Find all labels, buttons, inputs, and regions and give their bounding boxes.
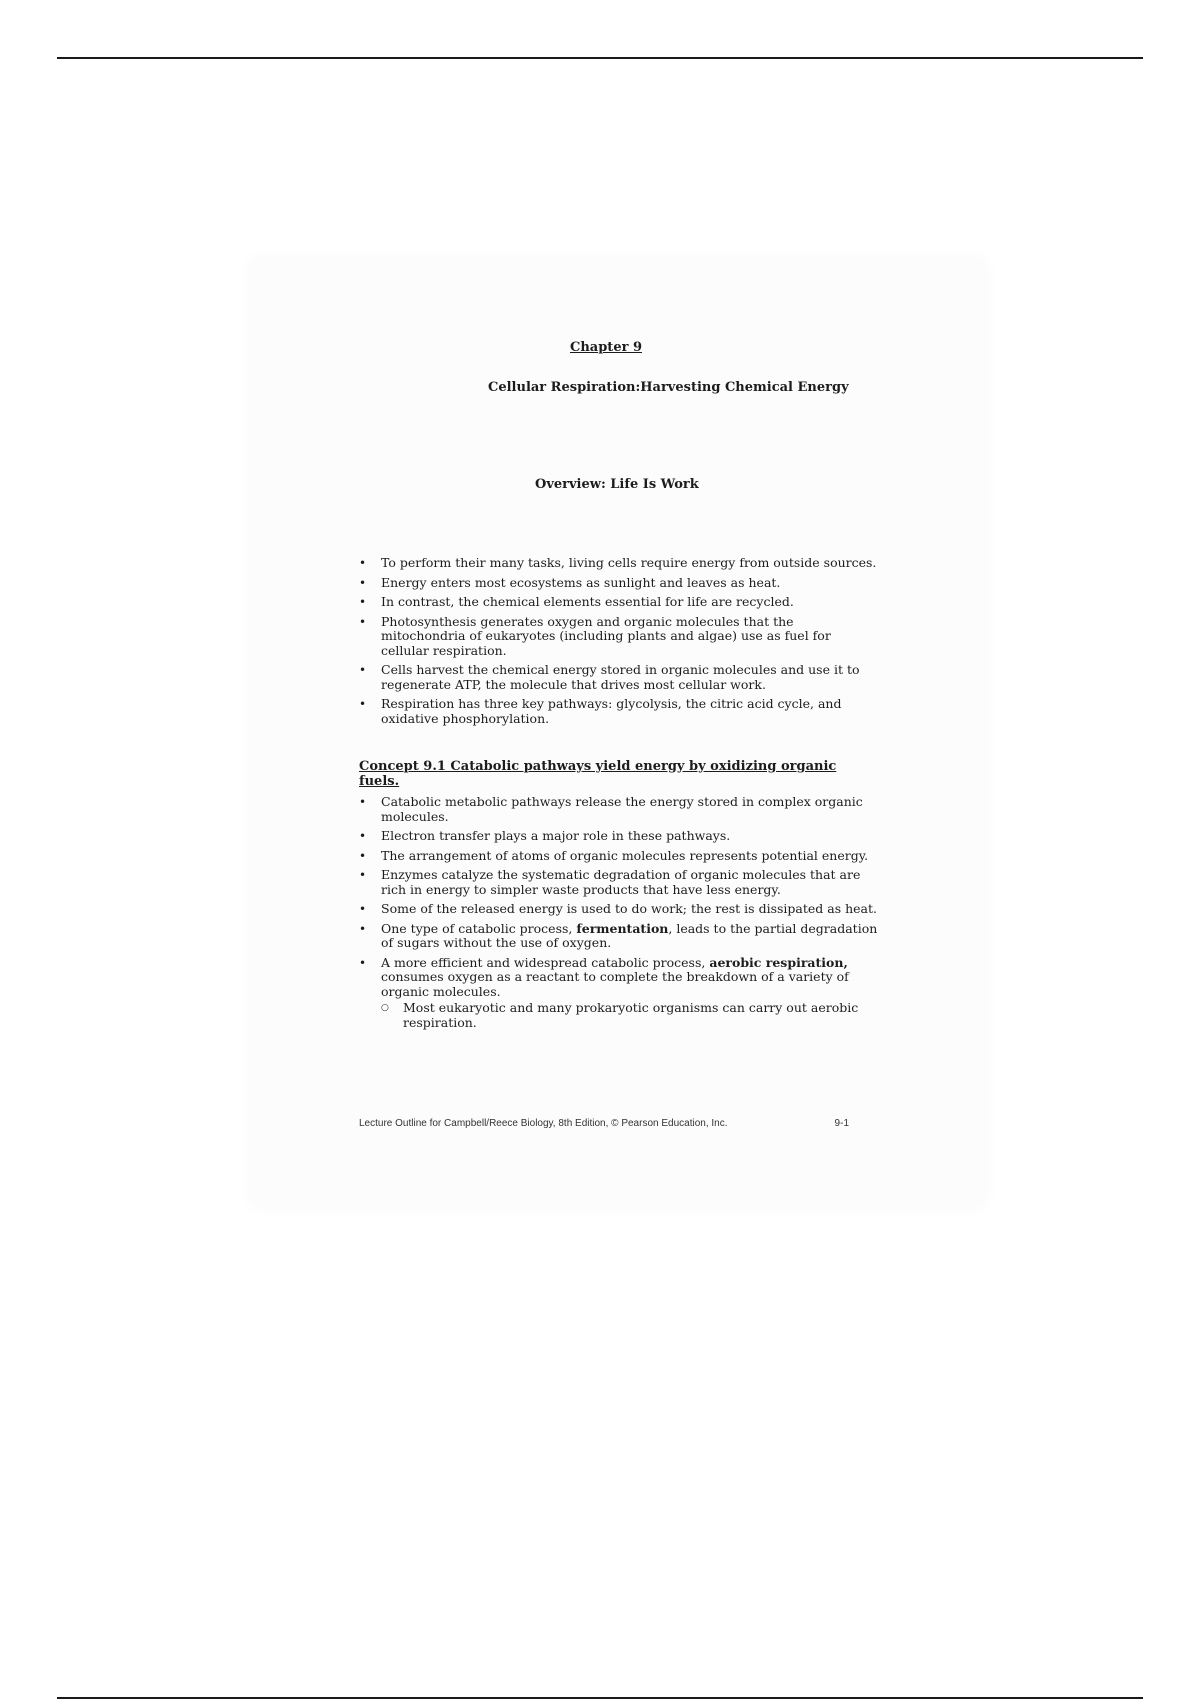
footer-text: Lecture Outline for Campbell/Reece Biology, 8th Edition, © Pearson Education, Inc.: [359, 1118, 728, 1129]
chapter-title: Chapter 9: [570, 340, 643, 355]
list-item: • Enzymes catalyze the systematic degradation of organic molecules that are rich in energy to simpler waste products that have less energy.: [359, 868, 879, 897]
sub-list-item: ○ Most eukaryotic and many prokaryotic organisms can carry out aerobic respiration.: [381, 1001, 879, 1030]
list-item: • Energy enters most ecosystems as sunlight and leaves as heat.: [359, 576, 879, 591]
concept-heading: Concept 9.1 Catabolic pathways yield energy by oxidizing organic fuels.: [359, 759, 837, 789]
chapter-subtitle: Cellular Respiration:Harvesting Chemical Energy: [488, 380, 849, 395]
fermentation-text-before: One type of catabolic process,: [381, 920, 577, 936]
fermentation-term: fermentation: [576, 920, 669, 936]
list-item: • In contrast, the chemical elements essential for life are recycled.: [359, 595, 879, 610]
list-item-fermentation: [359, 922, 879, 951]
list-item-aerobic: [359, 956, 879, 1031]
list-item: • Photosynthesis generates oxygen and organic molecules that the mitochondria of eukaryotes (including plants and algae) use as fuel for cellular respiration.: [359, 615, 879, 659]
overview-heading: Overview: Life Is Work: [535, 477, 699, 492]
top-rule: [57, 57, 1143, 59]
aerobic-text-after: consumes oxygen as a reactant to complete the breakdown of a variety of organic molecules.: [381, 969, 849, 999]
list-item: • Some of the released energy is used to do work; the rest is dissipated as heat.: [359, 902, 879, 917]
aerobic-text-before: A more efficient and widespread catabolic process,: [381, 954, 710, 970]
bottom-rule: [57, 1697, 1143, 1699]
concept-section: [359, 795, 879, 1035]
list-item: • Cells harvest the chemical energy stored in organic molecules and use it to regenerate ATP, the molecule that drives most cellular work.: [359, 663, 879, 692]
overview-section: [359, 556, 879, 731]
overview-bullet-list: [359, 556, 879, 726]
list-item: • Respiration has three key pathways: glycolysis, the citric acid cycle, and oxidative phosphorylation.: [359, 697, 879, 726]
page-number: 9-1: [834, 1118, 849, 1129]
list-item: • To perform their many tasks, living cells require energy from outside sources.: [359, 556, 879, 571]
list-item: • Electron transfer plays a major role in these pathways.: [359, 829, 879, 844]
aerobic-sub-list: [381, 1001, 879, 1030]
concept-bullet-list: [359, 795, 879, 1030]
scanned-page: [252, 260, 984, 1205]
aerobic-term: aerobic respiration,: [709, 954, 848, 970]
list-item: • Catabolic metabolic pathways release the energy stored in complex organic molecules.: [359, 795, 879, 824]
fermentation-text-after: , leads to the partial degradation of sugars without the use of oxygen.: [381, 920, 878, 950]
page-footer: [359, 1118, 849, 1129]
list-item: • The arrangement of atoms of organic molecules represents potential energy.: [359, 849, 879, 864]
